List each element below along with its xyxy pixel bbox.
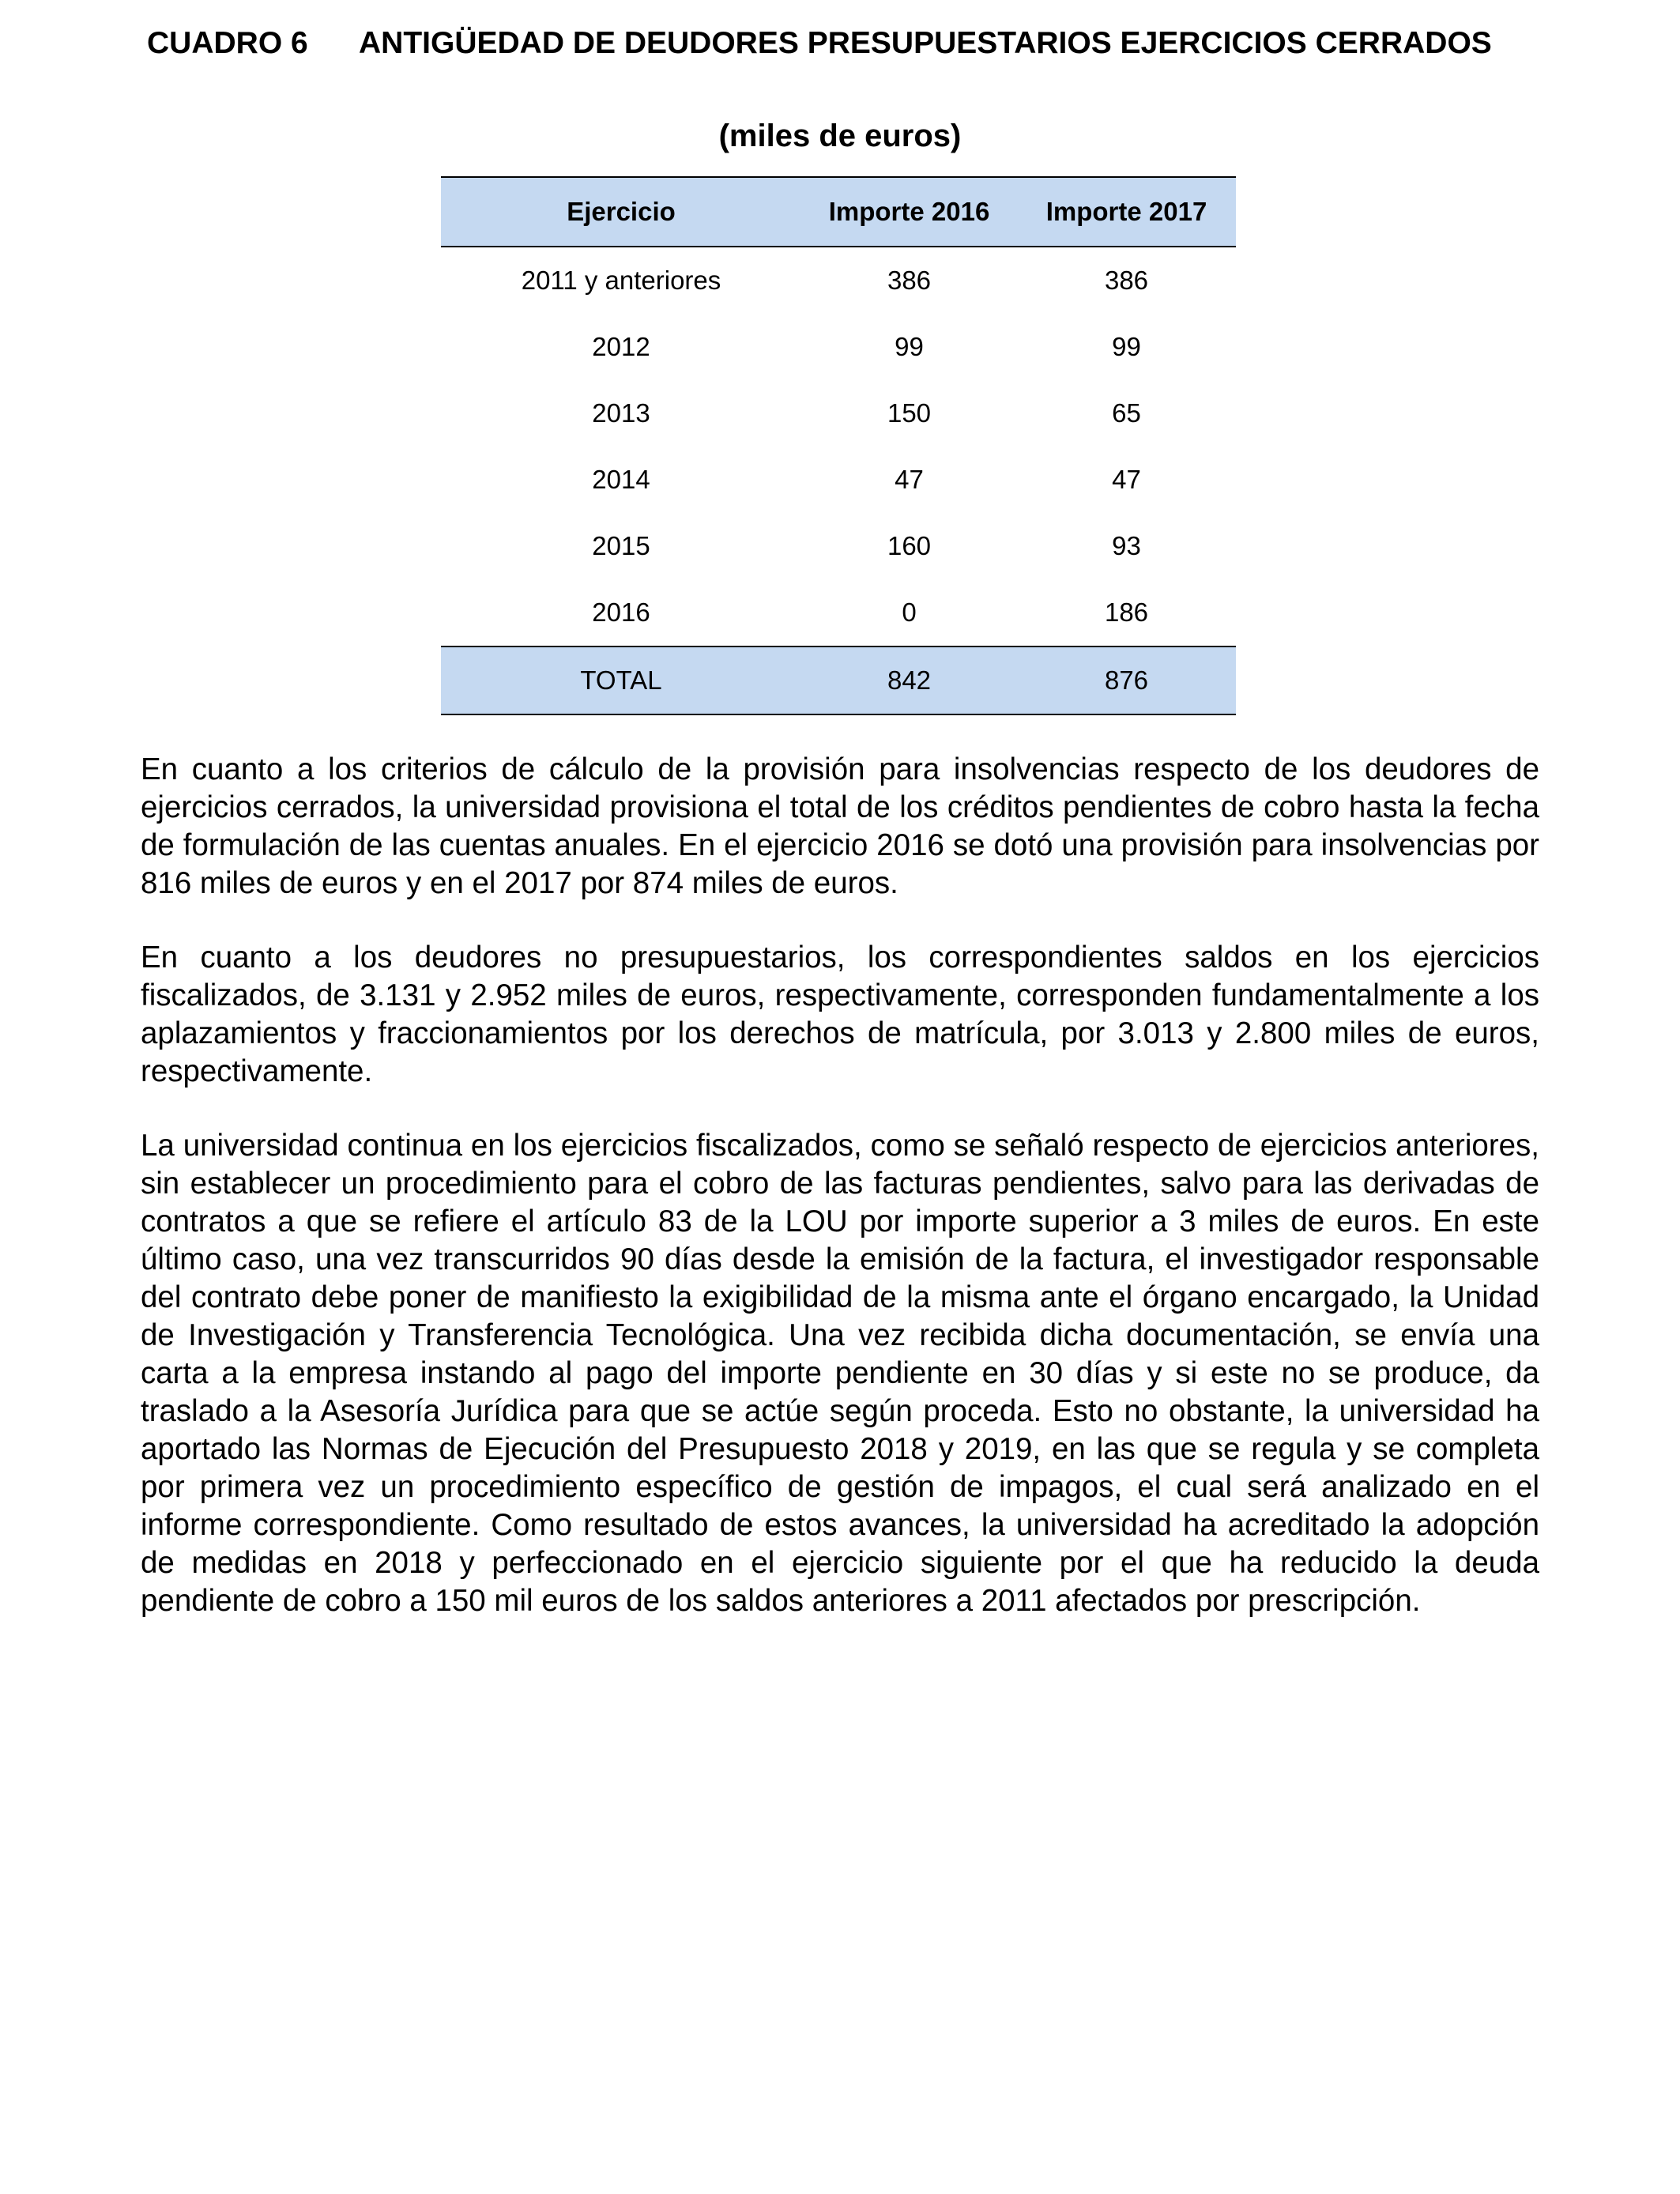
total-importe-2017: 876 <box>1017 647 1236 714</box>
cell-importe-2016: 47 <box>895 465 924 494</box>
debtors-age-table <box>441 176 1236 715</box>
table-row <box>441 513 1236 579</box>
table-row <box>441 447 1236 513</box>
total-label: TOTAL <box>441 647 801 714</box>
cell-importe-2016: 0 <box>902 598 917 627</box>
table-row <box>441 247 1236 314</box>
header-importe-2016: Importe 2016 <box>801 177 1017 247</box>
cell-ejercicio: 2013 <box>592 398 650 428</box>
table-header-row <box>441 177 1236 247</box>
cell-ejercicio: 2014 <box>592 465 650 494</box>
table-heading <box>147 22 1538 65</box>
cell-ejercicio: 2011 y anteriores <box>521 266 721 295</box>
cell-importe-2017: 186 <box>1104 598 1149 627</box>
cell-importe-2016: 386 <box>887 266 932 295</box>
cell-importe-2017: 93 <box>1112 531 1141 560</box>
cell-importe-2017: 386 <box>1104 266 1149 295</box>
table-row <box>441 380 1236 447</box>
table-title: ANTIGÜEDAD DE DEUDORES PRESUPUESTARIOS EJERCICIOS CERRADOS <box>359 26 1492 60</box>
cell-ejercicio: 2012 <box>592 332 650 361</box>
total-importe-2016: 842 <box>801 647 1017 714</box>
cell-ejercicio: 2016 <box>592 598 650 627</box>
cell-importe-2017: 47 <box>1112 465 1141 494</box>
header-importe-2017: Importe 2017 <box>1017 177 1236 247</box>
table-row <box>441 314 1236 380</box>
header-ejercicio: Ejercicio <box>441 177 801 247</box>
paragraph-collection-procedure: La universidad continua en los ejercicios fiscalizados, como se señaló respecto de ejercicios anteriores, sin establecer un procedimiento para el cobro de las facturas pendientes, salvo para las derivadas de contratos a que se refiere el artículo 83 de la LOU por importe superior a 3 miles de euros. En este último caso, una vez transcurridos 90 días desde la emisión de la factura, el investigador responsable del contrato debe poner de manifiesto la exigibilidad de la misma ante el órgano encargado, la Unidad de Investigación y Transferencia Tecnológica. Una vez recibida dicha documentación, se envía una carta a la empresa instando al pago del importe pendiente en 30 días y si este no se produce, da traslado a la Asesoría Jurídica para que se actúe según proceda. Esto no obstante, la universidad ha aportado las Normas de Ejecución del Presupuesto 2018 y 2019, en las que se regula y se completa por primera vez un procedimiento específico de gestión de impagos, el cual será analizado en el informe correspondiente. Como resultado de estos avances, la universidad ha acreditado la adopción de medidas en 2018 y perfeccionado en el ejercicio siguiente por el que ha reducido la deuda pendiente de cobro a 150 mil euros de los saldos anteriores a 2011 afectados por prescripción. <box>141 1129 1539 1618</box>
table-total-row <box>441 647 1236 714</box>
table-row <box>441 579 1236 647</box>
cell-importe-2016: 150 <box>887 398 932 428</box>
cell-importe-2016: 160 <box>887 531 932 560</box>
cell-importe-2017: 99 <box>1112 332 1141 361</box>
cell-importe-2016: 99 <box>895 332 924 361</box>
cell-importe-2017: 65 <box>1112 398 1141 428</box>
table-number: CUADRO 6 <box>147 26 308 60</box>
table-units: (miles de euros) <box>718 119 962 153</box>
cell-ejercicio: 2015 <box>592 531 650 560</box>
paragraph-provision: En cuanto a los criterios de cálculo de la provisión para insolvencias respecto de los deudores de ejercicios cerrados, la universidad provisiona el total de los créditos pendientes de cobro hasta la fecha de formulación de las cuentas anuales. En el ejercicio 2016 se dotó una provisión para insolvencias por 816 miles de euros y en el 2017 por 874 miles de euros. <box>141 752 1539 900</box>
body-text <box>141 751 1539 1657</box>
paragraph-non-budget-debtors: En cuanto a los deudores no presupuestarios, los correspondientes saldos en los ejercicios fiscalizados, de 3.131 y 2.952 miles de euros, respectivamente, corresponden fundamentalmente a los aplazamientos y fraccionamientos por los derechos de matrícula, por 3.013 y 2.800 miles de euros, respectivamente. <box>141 941 1539 1088</box>
